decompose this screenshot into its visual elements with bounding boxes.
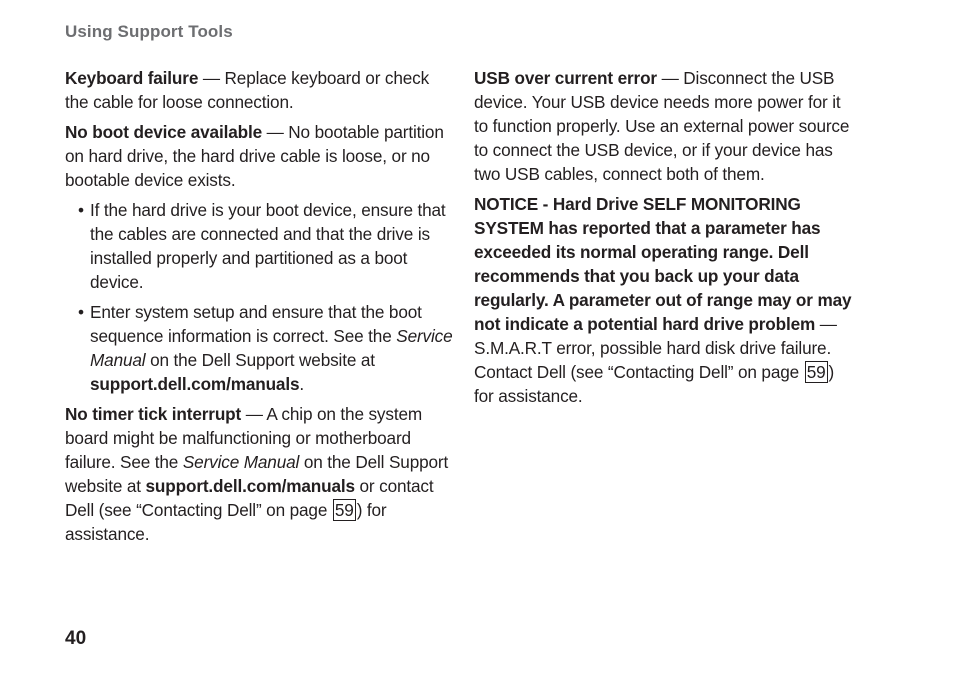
contacting-dell-page-link[interactable]: 59 bbox=[334, 500, 354, 520]
keyboard-failure-entry bbox=[65, 66, 453, 114]
no-timer-tick-description: — A chip on the system board might be malfunctioning or motherboard failure. See the bbox=[65, 404, 423, 472]
no-boot-device-description: — No bootable partition on hard drive, the hard drive cable is loose, or no bootable device exists. bbox=[65, 122, 444, 190]
usb-over-current-description: — Disconnect the USB device. Your USB device needs more power for it to function properly. Use an external power source to connect the USB device, or if your device has two USB cables, connect both of them. bbox=[474, 68, 850, 184]
smart-notice-entry bbox=[474, 192, 858, 408]
usb-over-current-term: USB over current error bbox=[474, 68, 657, 88]
no-timer-tick-entry bbox=[65, 402, 453, 546]
page-number: 40 bbox=[65, 628, 87, 649]
no-timer-tick-description: ) for assistance. bbox=[65, 500, 387, 544]
no-boot-device-term: No boot device available bbox=[65, 122, 262, 142]
section-header: Using Support Tools bbox=[65, 22, 233, 41]
service-manual-title: Service Manual bbox=[90, 326, 453, 370]
smart-notice-description: — S.M.A.R.T error, possible hard disk drive failure. Contact Dell (see “Contacting Dell” on page bbox=[474, 314, 837, 382]
contacting-dell-page-link[interactable]: 59 bbox=[806, 362, 826, 382]
bullet-text: Enter system setup and ensure that the boot sequence information is correct. See the bbox=[90, 302, 422, 346]
usb-over-current-entry bbox=[474, 66, 858, 186]
keyboard-failure-term: Keyboard failure bbox=[65, 68, 199, 88]
support-url-link[interactable]: support.dell.com/manuals bbox=[145, 476, 355, 496]
bullet-text: . bbox=[299, 374, 305, 394]
bullet-item-boot-device bbox=[65, 198, 453, 294]
no-timer-tick-description: on the Dell Support website at bbox=[65, 452, 449, 496]
no-boot-device-entry bbox=[65, 120, 453, 192]
bullet-icon: • bbox=[78, 200, 84, 220]
support-url-link[interactable]: support.dell.com/manuals bbox=[90, 374, 300, 394]
keyboard-failure-description: — Replace keyboard or check the cable for loose connection. bbox=[65, 68, 430, 112]
bullet-icon: • bbox=[78, 302, 84, 322]
no-timer-tick-description: or contact Dell (see “Contacting Dell” on page bbox=[65, 476, 434, 520]
right-column bbox=[474, 66, 858, 414]
left-column bbox=[65, 66, 453, 552]
no-boot-device-bullet-list bbox=[65, 198, 453, 396]
smart-notice-description: ) for assistance. bbox=[474, 362, 835, 406]
service-manual-title: Service Manual bbox=[182, 452, 300, 472]
bullet-item-system-setup bbox=[65, 300, 453, 396]
smart-notice-heading: NOTICE - Hard Drive SELF MONITORING SYSTEM has reported that a parameter has exceeded its normal operating range. Dell recommends that you back up your data regularly. A parameter out of range may or may not indicate a potential hard drive problem bbox=[474, 194, 852, 334]
bullet-text: on the Dell Support website at bbox=[145, 350, 375, 370]
no-timer-tick-term: No timer tick interrupt bbox=[65, 404, 242, 424]
bullet-text: If the hard drive is your boot device, ensure that the cables are connected and that the drive is installed properly and partitioned as a boot device. bbox=[90, 200, 446, 292]
